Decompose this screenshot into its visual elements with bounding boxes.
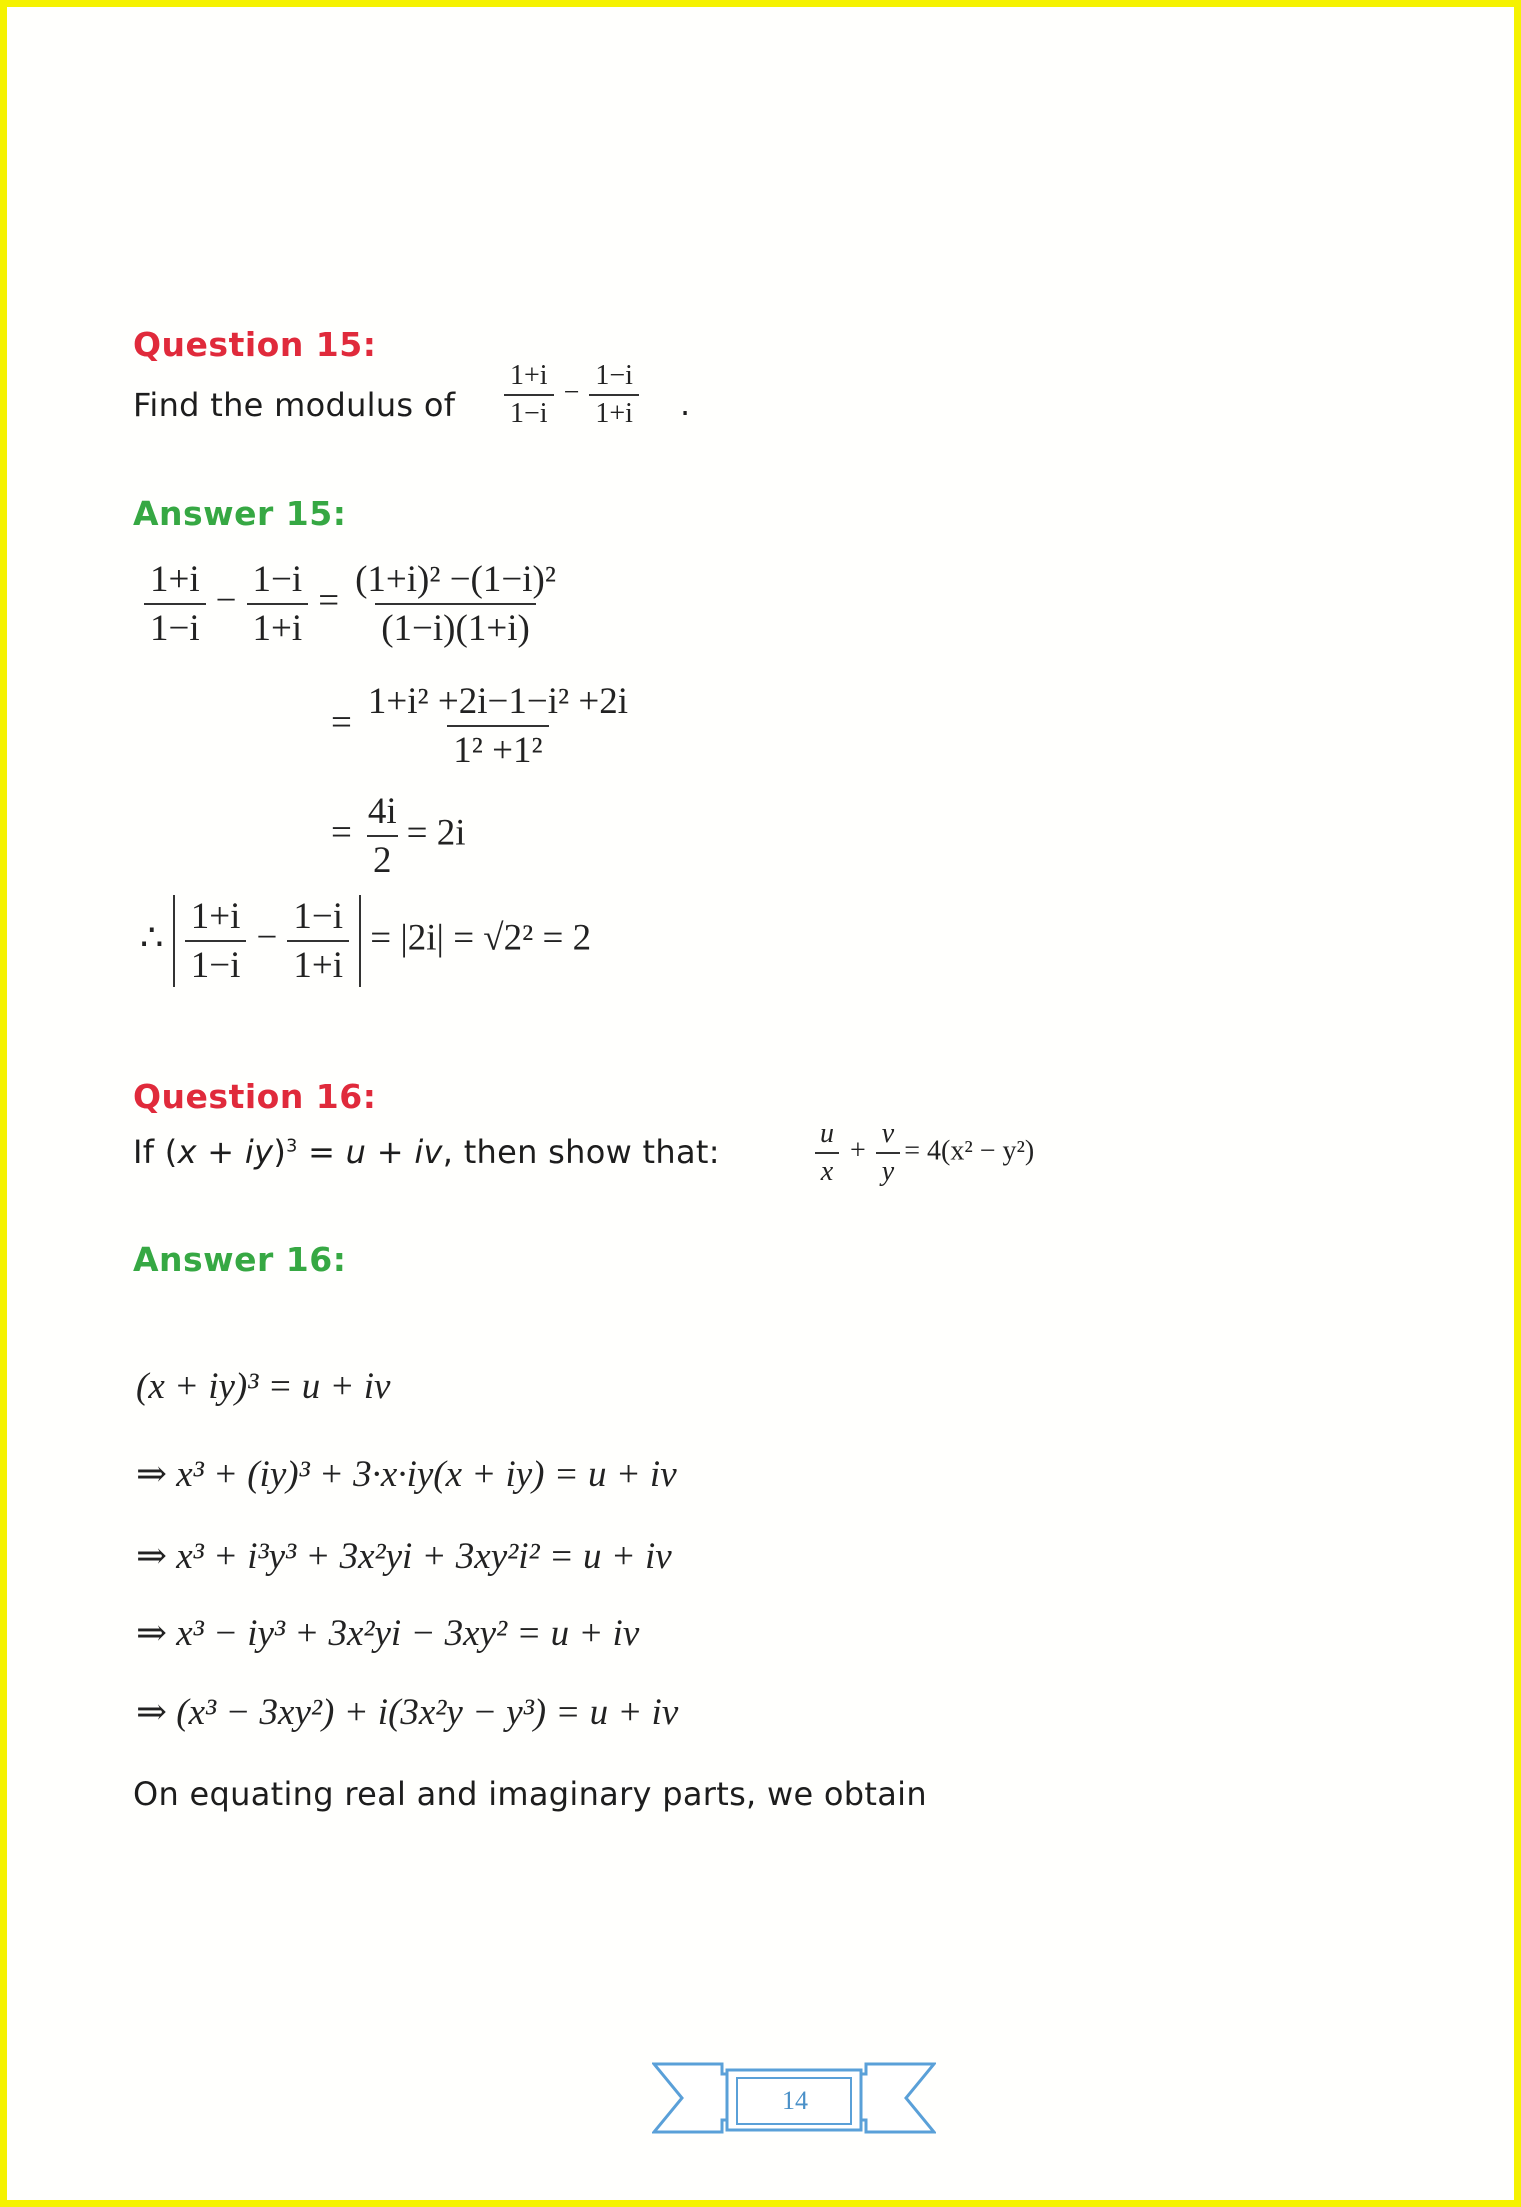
answer-15-line-4: ∴ $\frac{1+i}{1-i}$ − $\frac{1-i}{1+i}$ = |2i| = √2² = 2 bbox=[140, 896, 592, 986]
answer-15-line-2: = $\frac{\text{1+i² +2i−1−i² +2i}}{\text{1² +1²}}$ bbox=[331, 681, 629, 771]
answer-16-heading: Answer 16: bbox=[133, 1240, 347, 1279]
answer-16-conclusion: On equating real and imaginary parts, we obtain bbox=[133, 1775, 927, 1813]
question-16-heading: Question 16: bbox=[133, 1077, 377, 1116]
question-16-text: If (x + iy)$^3$ = u + iv, then show that: bbox=[133, 1133, 720, 1171]
page-number: 14 bbox=[782, 2086, 808, 2115]
answer-16-line-4: ⇒ x³ − iy³ + 3x²yi − 3xy² = u + iv bbox=[136, 1613, 640, 1654]
question-15-period: . bbox=[680, 385, 691, 423]
answer-16-line-3: ⇒ x³ + i³y³ + 3x²yi + 3xy²i² = u + iv bbox=[136, 1536, 672, 1577]
answer-16-line-2: ⇒ x³ + (iy)³ + 3·x·iy(x + iy) = u + iv bbox=[136, 1454, 677, 1495]
question-15-text: Find the modulus of bbox=[133, 386, 456, 424]
question-15-expression: $\frac{1+i}{1-i}$ − $\frac{1-i}{1+i}$ bbox=[500, 360, 643, 430]
answer-16-line-5: ⇒ (x³ − 3xy²) + i(3x²y − y³) = u + iv bbox=[136, 1692, 679, 1733]
question-15-heading: Question 15: bbox=[133, 325, 377, 364]
answer-15-line-1: $\frac{1+i}{1-i}$ − $\frac{1-i}{1+i}$ = $\frac{\text{(1+i)² −(1−i)²}}{(1-i)(1+i)}$ bbox=[140, 558, 566, 650]
answer-15-line-3: = $\frac{4i}{2}$ = 2i bbox=[331, 791, 466, 881]
answer-16-line-1: (x + iy)³ = u + iv bbox=[136, 1366, 391, 1407]
question-16-expression: $\frac{u}{x}$ + $\frac{v}{y}$ = 4(x² − y²) bbox=[810, 1118, 1034, 1188]
answer-15-heading: Answer 15: bbox=[133, 494, 347, 533]
